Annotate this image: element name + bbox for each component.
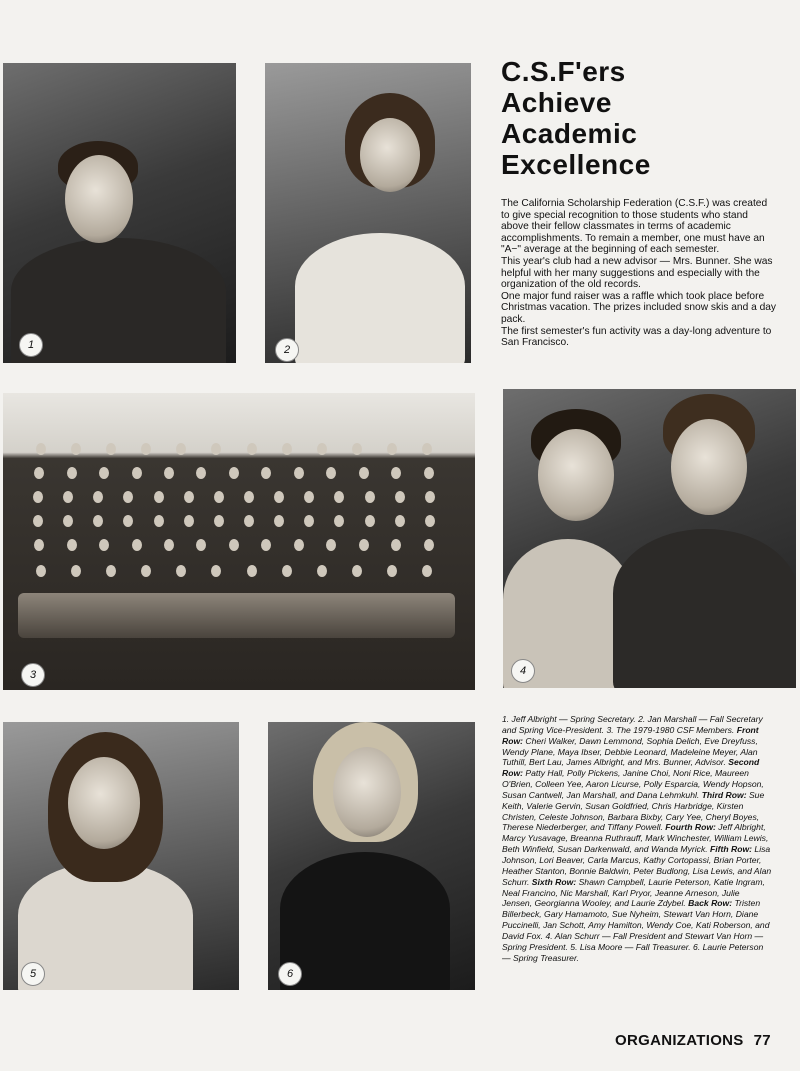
photo-lisa-moore	[3, 722, 239, 990]
title-line-1: C.S.F'ers	[501, 56, 626, 87]
title-line-4: Excellence	[501, 149, 651, 180]
photo-number-4: 4	[511, 659, 535, 683]
photo-jeff-albright	[3, 63, 236, 363]
body-paragraph: The California Scholarship Federation (C.S.F.) was created to give special recognition to those students who stand above their fellow classmates in terms of academic accomplishments. To remain a member, one must have an "A−" average at the beginning of each semester.	[501, 198, 768, 256]
caption-row-label: Third Row:	[701, 789, 747, 800]
caption-text: Tristen Billerbeck, Gary Hamamoto, Sue Nyheim, Stewart Van Horn, Diane Puccinelli, Jan Schott, Amy Hamilton, Wendy Coe, Kati Roberson, and David Fox. 4. Alan Schurr — Fall President and Stewart Van Horn — Spring President. 5. Lisa Moore — Fall Treasurer. 6. Laurie Peterson — Spring Treasurer.	[502, 898, 770, 963]
caption-text: Cheri Walker, Dawn Lemmond, Sophia Delich, Eve Dreyfuss, Wendy Plane, Maya Ibser, Debbie Leonard, Madeleine Meyer, Alan Tuthill, Bert Lau, James Albright, and Mrs. Bunner, Advisor.	[502, 735, 758, 768]
caption-row-label: Sixth Row:	[531, 876, 577, 887]
caption-text: Shawn Campbell, Laurie Peterson, Katie Ingram, Neal Francino, Nic Marshall, Karl Pryor, Jeanne Arneson, Julie Jensen, Georgianna Wooley, and Laurie Zdybel.	[502, 876, 765, 909]
photo-jan-marshall	[265, 63, 471, 363]
photo-number-1: 1	[19, 333, 43, 357]
caption-row-label: Back Row:	[688, 898, 733, 909]
caption-text: Jeff Albright, Marcy Yusavage, Breanna Ruthrauff, Mark Winchester, William Lewis, Beth Winfield, Susan Darkenwald, and Wanda Myrick.	[502, 822, 769, 855]
caption-text: Sue Keith, Valerie Gervin, Susan Goldfried, Chris Harbridge, Kirsten Christen, Celeste Johnson, Barbara Bixby, Cary Yee, Cheryl Boyes, Therese Niederberger, and Tiffany Powell.	[502, 789, 765, 833]
photo-number-2: 2	[275, 338, 299, 362]
photo-number-6: 6	[278, 962, 302, 986]
caption-row-label: Front Row:	[502, 724, 759, 746]
photo-group-members	[3, 393, 475, 690]
article-title	[501, 56, 771, 180]
caption-text: Lisa Johnson, Lori Beaver, Carla Marcus, Kathy Cortopassi, Brian Porter, Heather Stanton, Bonnie Baldwin, Peter Budlong, Lisa Lewis, and Alan Schurr.	[502, 844, 772, 887]
caption-text: 1. Jeff Albright — Spring Secretary. 2. Jan Marshall — Fall Secretary and Spring Vice-President. 3. The 1979-1980 CSF Members.	[502, 714, 763, 735]
article-body	[501, 198, 776, 349]
page-footer	[615, 1032, 785, 1049]
photo-number-5: 5	[21, 962, 45, 986]
photo-laurie-peterson	[268, 722, 475, 990]
photo-caption	[502, 714, 772, 963]
page-number: 77	[753, 1032, 771, 1049]
body-paragraph: This year's club had a new advisor — Mrs. Bunner. She was helpful with her many suggestions and especially with the organization of the old records.	[501, 255, 773, 291]
caption-row-label: Fifth Row:	[710, 844, 753, 855]
photo-number-3: 3	[21, 663, 45, 687]
caption-row-label: Fourth Row:	[665, 822, 716, 833]
caption-row-label: Second Row:	[502, 757, 760, 779]
caption-text: Patty Hall, Polly Pickens, Janine Choi, Noni Rice, Maureen O'Brien, Colleen Yee, Aaron Licurse, Polly Esparcia, Wendy Hopson, Susan Cantwell, Jan Marshall, and Dana Lehmkuhl.	[502, 768, 764, 800]
body-paragraph: One major fund raiser was a raffle which took place before Christmas vacation. The prizes included snow skis and a day pack.	[501, 290, 777, 325]
title-line-3: Academic	[501, 118, 638, 149]
body-paragraph: The first semester's fun activity was a day-long adventure to San Francisco.	[501, 325, 772, 349]
title-line-2: Achieve	[501, 87, 612, 118]
photo-presidents	[503, 389, 796, 688]
section-label: ORGANIZATIONS	[615, 1032, 744, 1049]
